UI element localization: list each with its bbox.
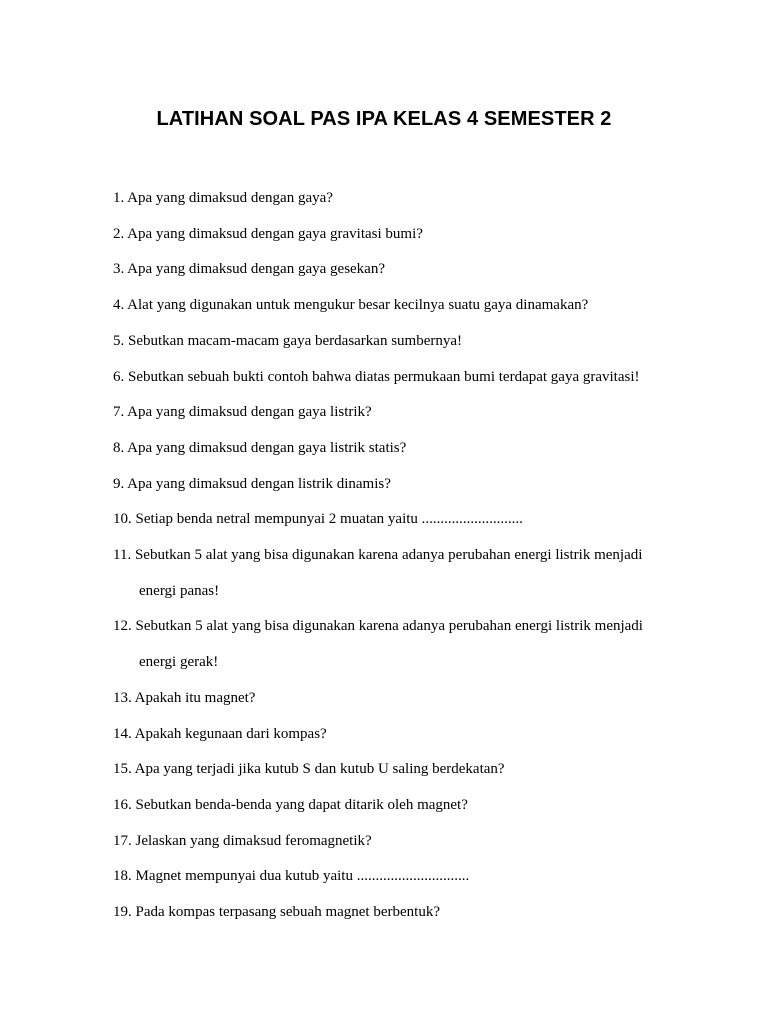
question-continuation: energi panas!: [139, 582, 220, 599]
question-item: [113, 431, 673, 467]
question-item: [113, 395, 673, 431]
document-title: LATIHAN SOAL PAS IPA KELAS 4 SEMESTER 2: [156, 108, 612, 130]
question-item: [113, 502, 673, 538]
question-list: [113, 181, 673, 931]
question-item: [113, 467, 673, 503]
question-item: [113, 288, 673, 324]
question-text: 15. Apa yang terjadi jika kutub S dan kutub U saling berdekatan?: [113, 761, 505, 778]
question-text: 16. Sebutkan benda-benda yang dapat ditarik oleh magnet?: [113, 796, 468, 813]
question-item: [113, 217, 673, 253]
question-text: 2. Apa yang dimaksud dengan gaya gravitasi bumi?: [113, 225, 423, 242]
question-item: [113, 609, 673, 680]
question-item: [113, 824, 673, 860]
question-text: 1. Apa yang dimaksud dengan gaya?: [113, 190, 333, 206]
question-text: 10. Setiap benda netral mempunyai 2 muatan yaitu ...........................: [113, 511, 523, 528]
question-item: [113, 859, 673, 895]
question-text: 5. Sebutkan macam-macam gaya berdasarkan sumbernya!: [113, 332, 463, 349]
question-item: [113, 788, 673, 824]
question-item: [113, 895, 673, 931]
question-item: [113, 324, 673, 360]
question-item: [113, 360, 673, 396]
question-text: 13. Apakah itu magnet?: [113, 689, 256, 706]
question-item: [113, 752, 673, 788]
question-text: 9. Apa yang dimaksud dengan listrik dinamis?: [113, 475, 391, 492]
question-text: 7. Apa yang dimaksud dengan gaya listrik?: [113, 404, 372, 421]
question-item: [113, 252, 673, 288]
question-text: 19. Pada kompas terpasang sebuah magnet berbentuk?: [113, 904, 440, 921]
question-text: 14. Apakah kegunaan dari kompas?: [113, 725, 327, 742]
question-text: 12. Sebutkan 5 alat yang bisa digunakan karena adanya perubahan energi listrik menjadi: [113, 618, 643, 635]
question-text: 4. Alat yang digunakan untuk mengukur besar kecilnya suatu gaya dinamakan?: [113, 297, 589, 314]
question-item: [113, 681, 673, 717]
question-text: 3. Apa yang dimaksud dengan gaya gesekan?: [113, 261, 385, 278]
question-text: 6. Sebutkan sebuah bukti contoh bahwa diatas permukaan bumi terdapat gaya gravitasi!: [113, 368, 640, 385]
question-continuation: energi gerak!: [139, 654, 219, 671]
question-text: 18. Magnet mempunyai dua kutub yaitu ..............................: [113, 868, 470, 885]
question-item: [113, 538, 673, 609]
question-text: 11. Sebutkan 5 alat yang bisa digunakan karena adanya perubahan energi listrik menjadi: [113, 547, 643, 564]
question-text: 8. Apa yang dimaksud dengan gaya listrik statis?: [113, 439, 407, 456]
question-text: 17. Jelaskan yang dimaksud feromagnetik?: [113, 832, 372, 849]
question-item: [113, 181, 673, 217]
question-item: [113, 717, 673, 753]
